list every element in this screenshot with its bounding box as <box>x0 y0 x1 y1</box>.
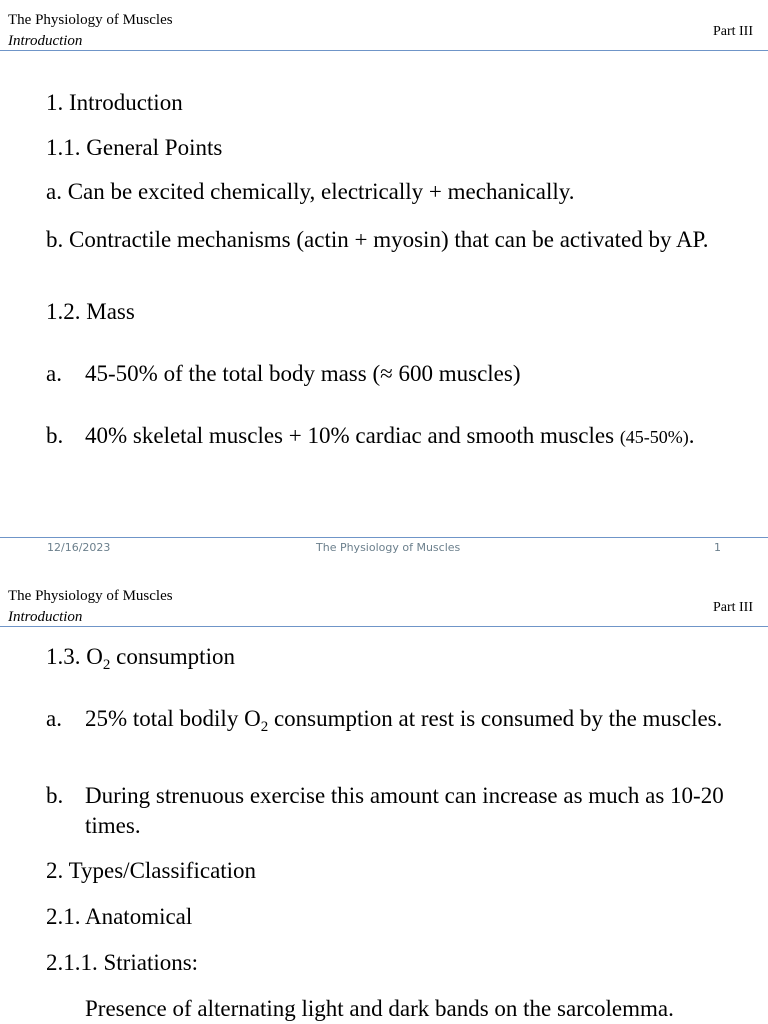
section-o2-consumption <box>46 642 235 672</box>
section-o2-suffix: consumption <box>110 644 235 669</box>
striations-description: Presence of alternating light and dark bands on the sarcolemma. <box>85 996 674 1021</box>
general-point-a: a. Can be excited chemically, electrically + mechanically. <box>46 179 575 204</box>
o2-a-suffix: consumption at rest is consumed by the muscles. <box>268 706 723 731</box>
header-part: Part III <box>712 600 753 615</box>
mass-item-b-end: . <box>688 423 695 448</box>
section-anatomical: 2.1. Anatomical <box>46 904 193 929</box>
mass-item-b-body <box>85 421 695 452</box>
section-types-classification: 2. Types/Classification <box>46 858 257 883</box>
list-marker: a. <box>46 706 62 731</box>
o2-subscript: 2 <box>260 719 269 735</box>
section-striations: 2.1.1. Striations: <box>46 950 199 975</box>
header-title: The Physiology of Muscles <box>8 588 173 604</box>
o2-item-a-text <box>85 704 760 734</box>
heading-introduction: 1. Introduction <box>46 90 183 115</box>
section-general-points: 1.1. General Points <box>46 135 223 160</box>
slide-2 <box>0 576 768 1024</box>
footer-date: 12/16/2023 <box>47 541 111 554</box>
section-mass: 1.2. Mass <box>46 299 135 324</box>
footer-title: The Physiology of Muscles <box>316 541 461 554</box>
header-subtitle: Introduction <box>8 33 83 49</box>
mass-item-b-text: 40% skeletal muscles + 10% cardiac and smooth muscles <box>85 423 615 448</box>
mass-item-a-text: 45-50% of the total body mass (≈ 600 muscles) <box>85 361 521 386</box>
o2-a-prefix: 25% total bodily O <box>85 706 261 731</box>
list-marker: b. <box>46 423 64 448</box>
section-o2-prefix: 1.3. O <box>46 644 103 669</box>
o2-subscript: 2 <box>102 657 111 673</box>
header-divider <box>0 626 768 627</box>
mass-item-b-note: (45-50%) <box>619 427 689 447</box>
list-marker: b. <box>46 783 64 808</box>
footer-page-number: 1 <box>714 541 721 554</box>
list-marker: a. <box>46 361 62 386</box>
header-divider <box>0 50 768 51</box>
general-point-b: b. Contractile mechanisms (actin + myosin) that can be activated by AP. <box>46 227 709 252</box>
o2-item-b-text: During strenuous exercise this amount can increase as much as 10-20 times. <box>85 783 724 838</box>
header-subtitle: Introduction <box>8 609 83 625</box>
header-title: The Physiology of Muscles <box>8 12 173 28</box>
footer-divider <box>0 537 768 538</box>
header-part: Part III <box>712 24 753 39</box>
